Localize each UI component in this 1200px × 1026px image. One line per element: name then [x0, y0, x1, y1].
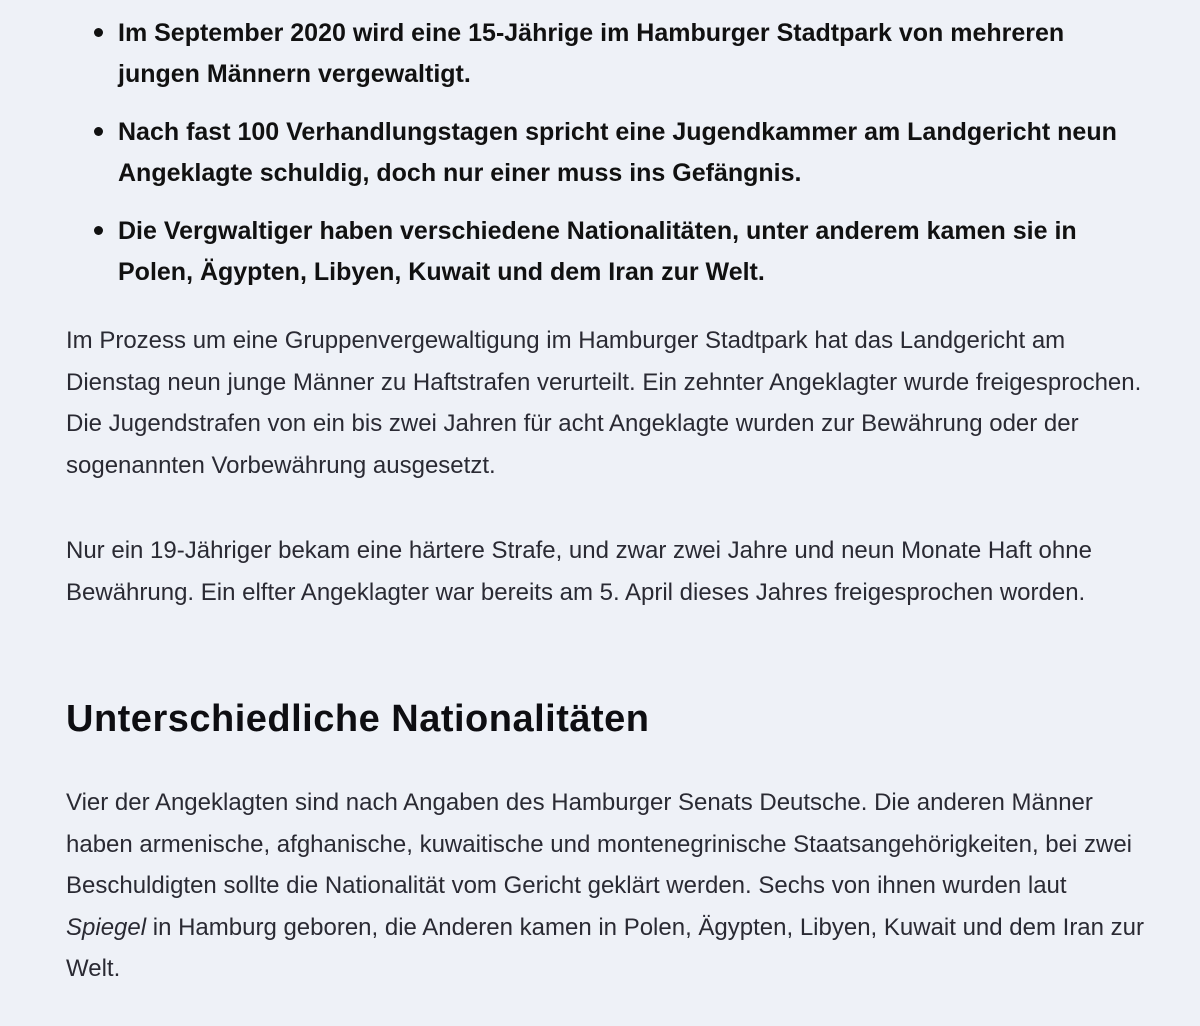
summary-item — [118, 211, 1128, 293]
summary-item-text: Im September 2020 wird eine 15-Jährige im Hamburger Stadtpark von mehreren jungen Männern vergewaltigt. — [118, 19, 1065, 88]
publication-name: Spiegel — [66, 913, 147, 941]
summary-item — [118, 13, 1128, 95]
body-paragraph: Nur ein 19-Jähriger bekam eine härtere Strafe, und zwar zwei Jahre und neun Monate Haft ohne Bewährung. Ein elfter Angeklagter war bereits am 5. April dieses Jahres freigesprochen worden. — [66, 537, 1092, 606]
summary-item — [118, 112, 1128, 194]
bullet-icon — [94, 127, 103, 136]
bullet-icon — [94, 226, 103, 235]
section-heading: Unterschiedliche Nationalitäten — [66, 698, 650, 740]
body-paragraph: Im Prozess um eine Gruppenvergewaltigung im Hamburger Stadtpark hat das Landgericht am Dienstag neun junge Männer zu Haftstrafen verurteilt. Ein zehnter Angeklagter wurde freigesprochen. Die Jugendstrafen von ein bis zwei Jahren für acht Angeklagte wurden zur Bewährung oder der sogenannten Vorbewährung ausgesetzt. — [66, 327, 1142, 479]
paragraph-text: Vier der Angeklagten sind nach Angaben des Hamburger Senats Deutsche. Die anderen Männer haben armenische, afghanische, kuwaitische und montenegrinische Staatsangehörigkeiten, bei zwei Beschuldigten sollte die Nationalität vom Gericht geklärt werden. Sechs von ihnen wurden laut — [66, 789, 1132, 899]
summary-item-text: Nach fast 100 Verhandlungstagen spricht eine Jugendkammer am Landgericht neun Angeklagte schuldig, doch nur einer muss ins Gefängnis. — [118, 118, 1117, 187]
paragraph-text: in Hamburg geboren, die Anderen kamen in Polen, Ägypten, Libyen, Kuwait und dem Iran zur Welt. — [66, 913, 1145, 982]
bullet-icon — [94, 28, 103, 37]
body-paragraph — [66, 782, 1146, 990]
summary-item-text: Die Vergwaltiger haben verschiedene Nationalitäten, unter anderem kamen sie in Polen, Ägypten, Libyen, Kuwait und dem Iran zur Welt. — [118, 217, 1077, 286]
